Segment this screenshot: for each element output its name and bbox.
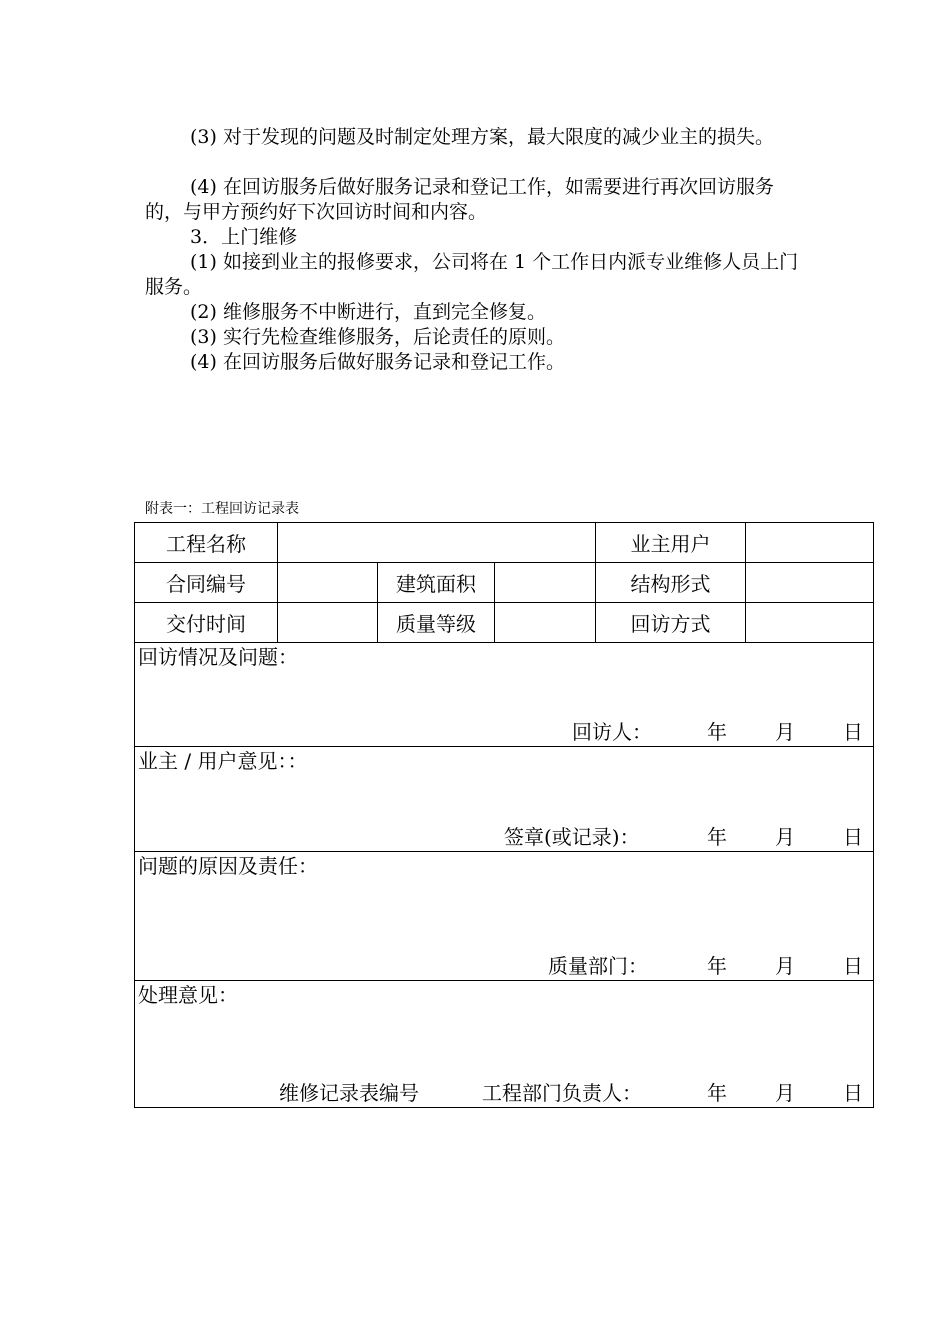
paragraph-6: (4) 在回访服务后做好服务记录和登记工作。 <box>190 351 565 373</box>
visit-record-table <box>134 522 874 1108</box>
signature-label: 签章(或记录)： <box>504 825 640 849</box>
cause-responsibility-block[interactable] <box>135 852 874 981</box>
visit-method-value[interactable] <box>746 603 874 643</box>
paragraph-2: (4) 在回访服务后做好服务记录和登记工作，如需要进行再次回访服务的，与甲方预约好下次回访时间和内容。 <box>145 176 774 223</box>
table-row <box>135 523 874 563</box>
building-area-label: 建筑面积 <box>378 563 495 603</box>
section-heading: 3．上门维修 <box>190 226 298 248</box>
building-area-value[interactable] <box>495 563 596 603</box>
structure-form-label: 结构形式 <box>596 563 746 603</box>
year-label: 年 <box>707 825 727 849</box>
owner-user-label: 业主用户 <box>596 523 746 563</box>
engineering-head-label: 工程部门负责人： <box>482 1081 642 1105</box>
contract-no-label: 合同编号 <box>135 563 278 603</box>
year-label: 年 <box>707 1081 727 1105</box>
day-label: 日 <box>843 720 863 744</box>
owner-opinion-title: 业主 / 用户意见：： <box>138 749 308 773</box>
visit-method-label: 回访方式 <box>596 603 746 643</box>
owner-opinion-block[interactable] <box>135 747 874 852</box>
cause-responsibility-title: 问题的原因及责任： <box>138 854 318 878</box>
project-name-value[interactable] <box>278 523 596 563</box>
month-label: 月 <box>775 954 795 978</box>
delivery-time-value[interactable] <box>278 603 378 643</box>
contract-no-value[interactable] <box>278 563 378 603</box>
month-label: 月 <box>775 825 795 849</box>
visitor-label: 回访人： <box>572 720 652 744</box>
day-label: 日 <box>843 1081 863 1105</box>
repair-record-no-label: 维修记录表编号 <box>279 1081 419 1105</box>
quality-grade-value[interactable] <box>495 603 596 643</box>
cause-responsibility-row <box>135 852 874 981</box>
paragraph-5: (3) 实行先检查维修服务，后论责任的原则。 <box>190 326 565 348</box>
quality-grade-label: 质量等级 <box>378 603 495 643</box>
paragraph-4: (2) 维修服务不中断进行，直到完全修复。 <box>190 301 546 323</box>
table-row <box>135 563 874 603</box>
owner-user-value[interactable] <box>746 523 874 563</box>
year-label: 年 <box>707 720 727 744</box>
handling-opinion-block[interactable] <box>135 981 874 1108</box>
structure-form-value[interactable] <box>746 563 874 603</box>
paragraph-1: (3) 对于发现的问题及时制定处理方案，最大限度的减少业主的损失。 <box>190 126 774 148</box>
handling-opinion-row <box>135 981 874 1108</box>
month-label: 月 <box>775 720 795 744</box>
handling-opinion-title: 处理意见： <box>138 983 238 1007</box>
quality-dept-label: 质量部门： <box>548 954 648 978</box>
visit-situation-row <box>135 643 874 747</box>
delivery-time-label: 交付时间 <box>135 603 278 643</box>
visit-situation-block[interactable] <box>135 643 874 747</box>
table-row <box>135 603 874 643</box>
visit-situation-title: 回访情况及问题： <box>138 645 298 669</box>
table-caption: 附表一：工程回访记录表 <box>145 501 299 517</box>
project-name-label: 工程名称 <box>135 523 278 563</box>
day-label: 日 <box>843 825 863 849</box>
paragraph-3: (1) 如接到业主的报修要求，公司将在 1 个工作日内派专业维修人员上门服务。 <box>145 251 799 298</box>
year-label: 年 <box>707 954 727 978</box>
month-label: 月 <box>775 1081 795 1105</box>
day-label: 日 <box>843 954 863 978</box>
owner-opinion-row <box>135 747 874 852</box>
